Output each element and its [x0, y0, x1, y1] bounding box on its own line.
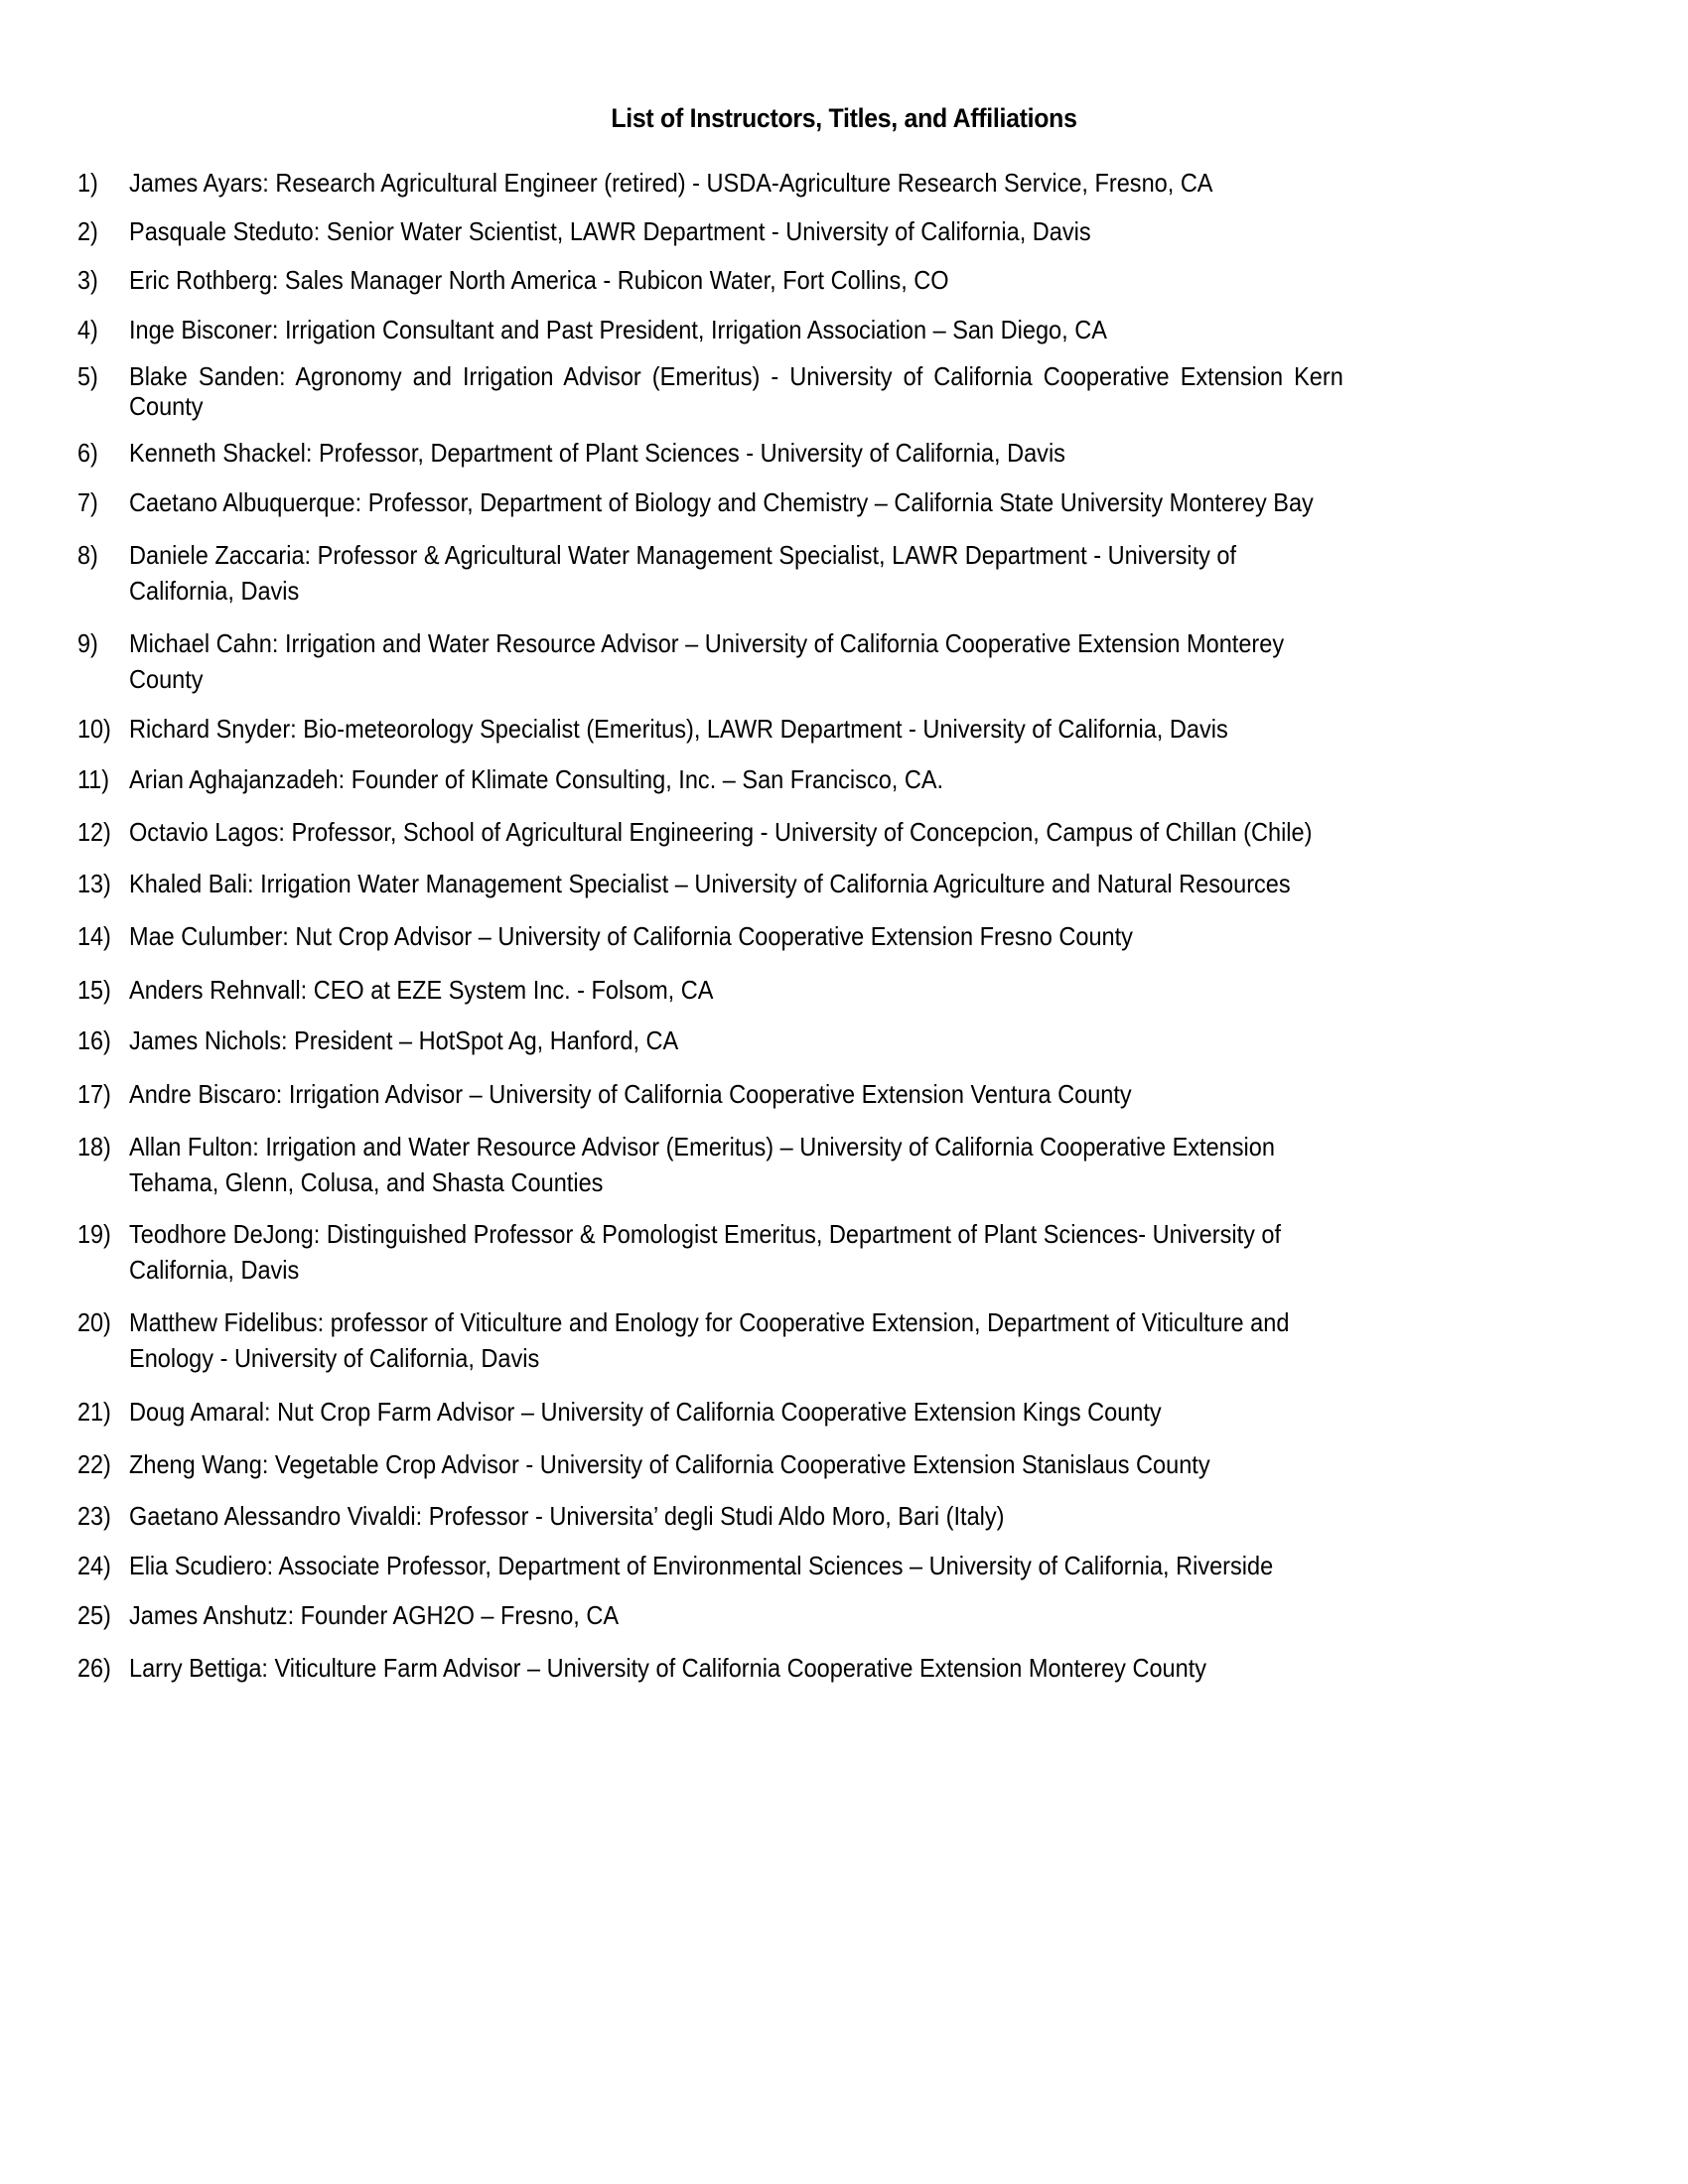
item-text-line2: California, Davis — [129, 1255, 300, 1285]
item-number: 12) — [77, 817, 111, 847]
item-text-line2: California, Davis — [129, 576, 300, 606]
list-item — [77, 918, 1607, 954]
list-item — [77, 761, 1607, 797]
item-text: Doug Amaral: Nut Crop Farm Advisor – University of California Cooperative Extension Kings County — [129, 1397, 1162, 1427]
list-item — [77, 711, 1607, 747]
item-number: 7) — [77, 487, 98, 517]
item-number: 17) — [77, 1079, 111, 1109]
item-text: Gaetano Alessandro Vivaldi: Professor - Universita’ degli Studi Aldo Moro, Bari (Italy) — [129, 1501, 1005, 1531]
item-text: Arian Aghajanzadeh: Founder of Klimate Consulting, Inc. – San Francisco, CA. — [129, 764, 944, 794]
item-text-line1: Blake Sanden: Agronomy and Irrigation Advisor (Emeritus) - University of California Cooperative Extension Kern — [129, 361, 1343, 391]
item-text: Richard Snyder: Bio-meteorology Specialist (Emeritus), LAWR Department - University of California, Davis — [129, 714, 1228, 744]
item-number: 14) — [77, 921, 111, 951]
item-text: Elia Scudiero: Associate Professor, Department of Environmental Sciences – University of California, Riverside — [129, 1551, 1274, 1580]
list-item — [77, 1597, 1607, 1633]
page-title: List of Instructors, Titles, and Affiliations — [611, 103, 1077, 133]
item-number: 21) — [77, 1397, 111, 1427]
list-item — [77, 814, 1607, 850]
item-number: 23) — [77, 1501, 111, 1531]
item-text: Anders Rehnvall: CEO at EZE System Inc. - Folsom, CA — [129, 975, 714, 1005]
list-item — [77, 435, 1607, 471]
item-text: Pasquale Steduto: Senior Water Scientist, LAWR Department - University of California, Davis — [129, 216, 1091, 246]
list-item — [77, 213, 1607, 249]
item-text: Khaled Bali: Irrigation Water Management Specialist – University of California Agriculture and Natural Resources — [129, 869, 1291, 898]
item-text-line1: Teodhore DeJong: Distinguished Professor & Pomologist Emeritus, Department of Plant Sciences- University of — [129, 1219, 1282, 1249]
list-item — [77, 1498, 1607, 1534]
list-item — [77, 262, 1607, 298]
list-item — [77, 165, 1607, 201]
list-item — [77, 358, 1607, 424]
item-number: 5) — [77, 361, 98, 391]
item-text-line1: Matthew Fidelibus: professor of Viticulture and Enology for Cooperative Extension, Department of Viticulture and — [129, 1307, 1290, 1337]
item-text: Inge Bisconer: Irrigation Consultant and Past President, Irrigation Association – San Diego, CA — [129, 315, 1107, 344]
item-text: James Ayars: Research Agricultural Engineer (retired) - USDA-Agriculture Research Service, Fresno, CA — [129, 168, 1213, 198]
item-text: James Nichols: President – HotSpot Ag, Hanford, CA — [129, 1025, 679, 1055]
item-text-line2: County — [129, 391, 204, 421]
item-text: Mae Culumber: Nut Crop Advisor – University of California Cooperative Extension Fresno County — [129, 921, 1133, 951]
item-number: 19) — [77, 1219, 111, 1249]
item-text: James Anshutz: Founder AGH2O – Fresno, CA — [129, 1600, 620, 1630]
list-item — [77, 625, 1607, 697]
item-text-line2: County — [129, 664, 204, 694]
item-text-line1: Allan Fulton: Irrigation and Water Resource Advisor (Emeritus) – University of California Cooperative Extension — [129, 1132, 1275, 1161]
list-item — [77, 312, 1607, 347]
list-item — [77, 1548, 1607, 1583]
item-number: 20) — [77, 1307, 111, 1337]
item-text: Octavio Lagos: Professor, School of Agricultural Engineering - University of Concepcion, Campus of Chillan (Chile) — [129, 817, 1313, 847]
list-item — [77, 1446, 1607, 1482]
item-number: 22) — [77, 1449, 111, 1479]
item-number: 6) — [77, 438, 98, 468]
list-item — [77, 537, 1607, 609]
item-number: 24) — [77, 1551, 111, 1580]
item-text: Zheng Wang: Vegetable Crop Advisor - University of California Cooperative Extension Stanislaus County — [129, 1449, 1210, 1479]
item-number: 18) — [77, 1132, 111, 1161]
list-item — [77, 972, 1607, 1008]
item-text: Eric Rothberg: Sales Manager North America - Rubicon Water, Fort Collins, CO — [129, 265, 949, 295]
list-item — [77, 1394, 1607, 1430]
item-number: 1) — [77, 168, 98, 198]
list-item — [77, 1216, 1607, 1288]
list-item — [77, 1076, 1607, 1112]
item-text-line2: Tehama, Glenn, Colusa, and Shasta Counties — [129, 1167, 604, 1197]
list-item — [77, 1129, 1607, 1200]
item-number: 26) — [77, 1653, 111, 1683]
item-text-line2: Enology - University of California, Davis — [129, 1343, 540, 1373]
item-number: 15) — [77, 975, 111, 1005]
item-text: Kenneth Shackel: Professor, Department of Plant Sciences - University of California, Davis — [129, 438, 1065, 468]
list-item — [77, 866, 1607, 901]
item-number: 13) — [77, 869, 111, 898]
list-item — [77, 1304, 1607, 1376]
item-number: 9) — [77, 628, 98, 658]
item-number: 3) — [77, 265, 98, 295]
item-text-line1: Daniele Zaccaria: Professor & Agricultural Water Management Specialist, LAWR Department - University of — [129, 540, 1237, 570]
item-number: 25) — [77, 1600, 111, 1630]
item-number: 11) — [77, 764, 110, 794]
item-text-line1: Michael Cahn: Irrigation and Water Resource Advisor – University of California Cooperative Extension Monterey — [129, 628, 1285, 658]
item-number: 4) — [77, 315, 98, 344]
list-item — [77, 1650, 1607, 1686]
list-item — [77, 1023, 1607, 1058]
list-item — [77, 484, 1607, 520]
item-number: 10) — [77, 714, 111, 744]
item-text: Andre Biscaro: Irrigation Advisor – University of California Cooperative Extension Ventura County — [129, 1079, 1132, 1109]
item-number: 2) — [77, 216, 98, 246]
item-text: Larry Bettiga: Viticulture Farm Advisor – University of California Cooperative Extension Monterey County — [129, 1653, 1207, 1683]
item-text: Caetano Albuquerque: Professor, Department of Biology and Chemistry – California State University Monterey Bay — [129, 487, 1314, 517]
item-number: 16) — [77, 1025, 111, 1055]
item-number: 8) — [77, 540, 98, 570]
